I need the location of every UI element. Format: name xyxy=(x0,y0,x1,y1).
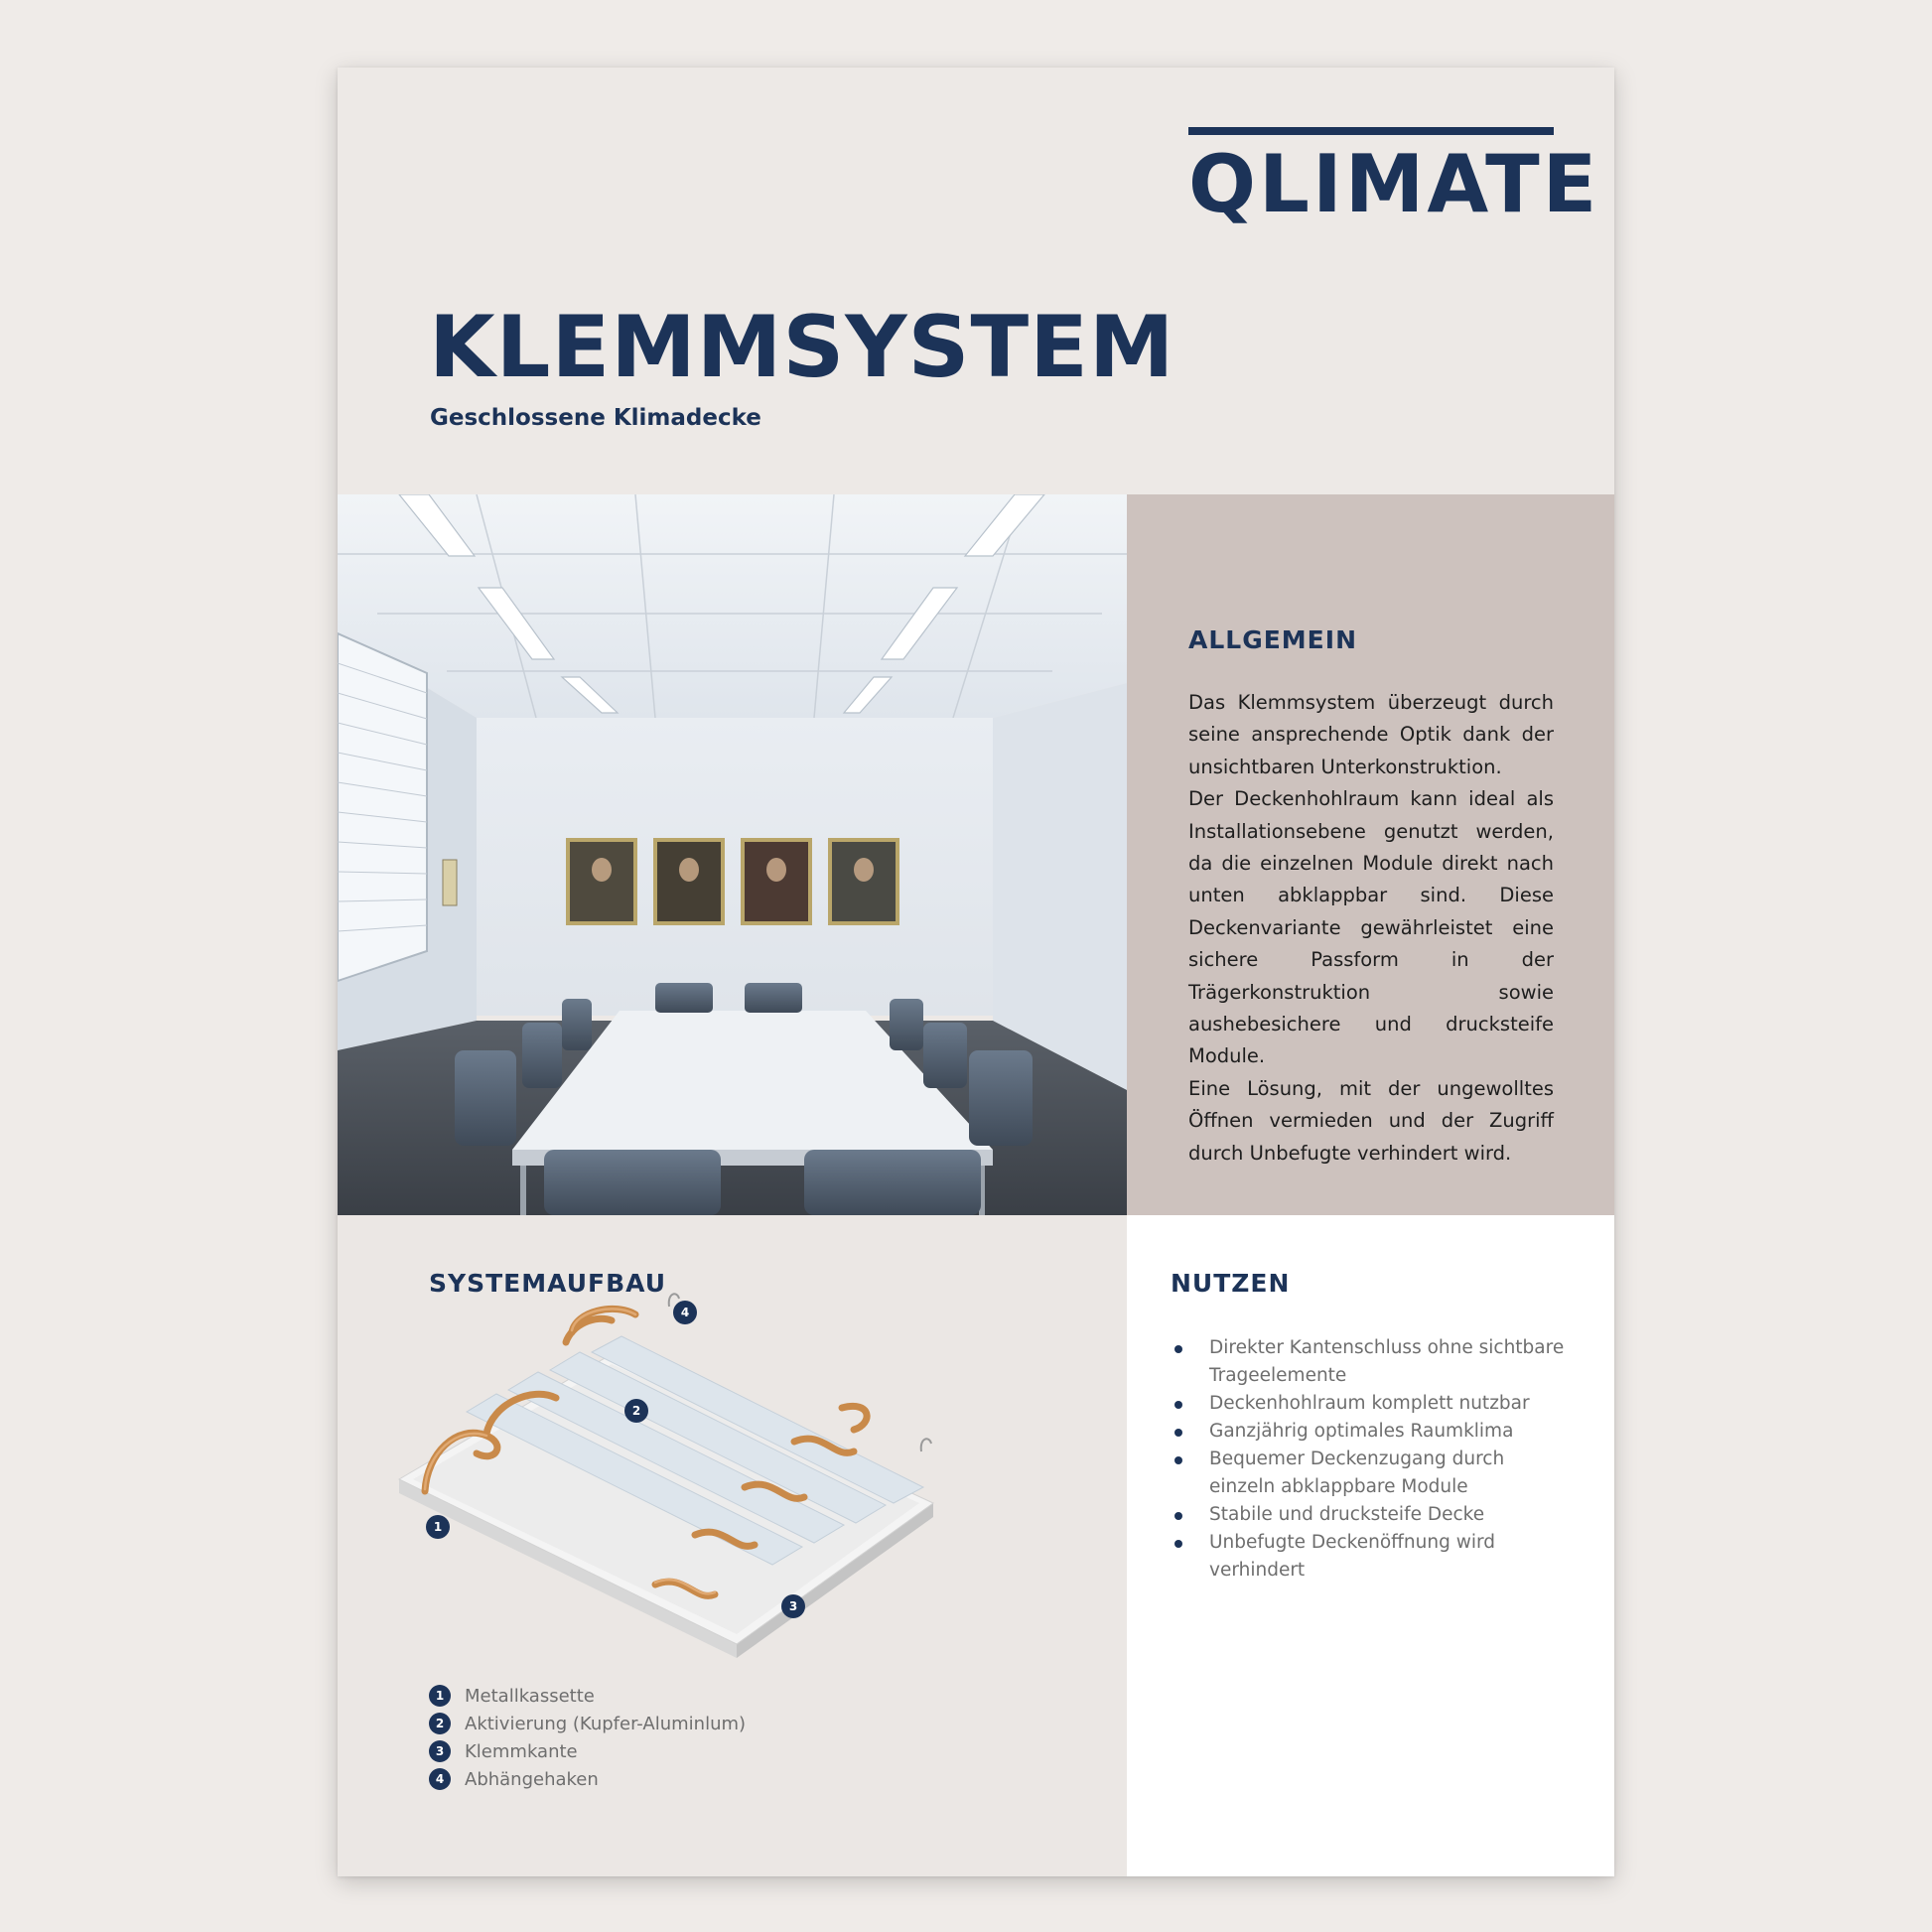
legend-item xyxy=(429,1737,746,1765)
allgemein-paragraph: Der Deckenhohlraum kann ideal als Installationsebene genutzt werden, da die einzelnen Module direkt nach unten abklappbar sind. Diese Deckenvariante gewährleistet eine sichere Passform in der Trägerkonstruktion sowie aushebesichere und drucksteife Module. xyxy=(1188,787,1554,1068)
conference-room-photo xyxy=(338,494,1127,1215)
legend-number: 2 xyxy=(429,1713,451,1734)
callout-marker-3 xyxy=(781,1594,805,1618)
callout-2: 2 xyxy=(631,1404,641,1418)
system-diagram xyxy=(397,1275,953,1662)
legend-label: Klemmkante xyxy=(465,1740,578,1762)
benefits-list xyxy=(1171,1334,1568,1585)
benefit-item: Unbefugte Deckenöffnung wird verhindert xyxy=(1171,1529,1568,1585)
logo-bar xyxy=(1188,127,1554,135)
page-subtitle: Geschlossene Klimadecke xyxy=(430,405,761,431)
legend-number: 3 xyxy=(429,1740,451,1762)
legend-label: Abhängehaken xyxy=(465,1768,599,1790)
callout-3: 3 xyxy=(788,1599,798,1613)
brand-logo xyxy=(1188,127,1600,230)
nutzen-section xyxy=(1127,1215,1614,1876)
allgemein-paragraph: Das Klemmsystem überzeugt durch seine ansprechende Optik dank der unsichtbaren Unterkonstruktion. xyxy=(1188,691,1554,778)
legend-label: Metallkassette xyxy=(465,1685,595,1707)
legend-item xyxy=(429,1710,746,1737)
legend-number: 1 xyxy=(429,1685,451,1707)
systemaufbau-heading: SYSTEMAUFBAU xyxy=(429,1269,667,1298)
allgemein-section xyxy=(1127,494,1614,1215)
callout-4: 4 xyxy=(680,1306,690,1319)
allgemein-text xyxy=(1188,687,1554,1170)
benefit-item: Bequemer Deckenzugang durch einzeln abklappbare Module xyxy=(1171,1446,1568,1501)
systemaufbau-section xyxy=(338,1215,1127,1876)
component-legend xyxy=(429,1682,746,1793)
callout-marker-4 xyxy=(673,1301,697,1324)
callout-1: 1 xyxy=(433,1520,443,1534)
legend-item xyxy=(429,1682,746,1710)
allgemein-paragraph: Eine Lösung, mit der ungewolltes Öffnen vermieden und der Zugriff durch Unbefugte verhindert wird. xyxy=(1188,1076,1554,1165)
legend-number: 4 xyxy=(429,1768,451,1790)
photo-illustration xyxy=(338,494,1127,1215)
page-title: KLEMMSYSTEM xyxy=(429,298,1175,397)
nutzen-heading: NUTZEN xyxy=(1171,1269,1291,1298)
benefit-item: Ganzjährig optimales Raumklima xyxy=(1171,1418,1568,1446)
legend-label: Aktivierung (Kupfer-Aluminlum) xyxy=(465,1713,747,1734)
benefit-item: Stabile und drucksteife Decke xyxy=(1171,1501,1568,1529)
logo-text: QLIMATE xyxy=(1188,138,1600,230)
callout-marker-2 xyxy=(624,1399,648,1423)
callout-marker-1 xyxy=(426,1515,450,1539)
datasheet-page xyxy=(338,68,1614,1876)
benefit-item: Deckenhohlraum komplett nutzbar xyxy=(1171,1390,1568,1418)
legend-item xyxy=(429,1765,746,1793)
benefit-item: Direkter Kantenschluss ohne sichtbare Trageelemente xyxy=(1171,1334,1568,1390)
allgemein-heading: ALLGEMEIN xyxy=(1188,625,1357,654)
